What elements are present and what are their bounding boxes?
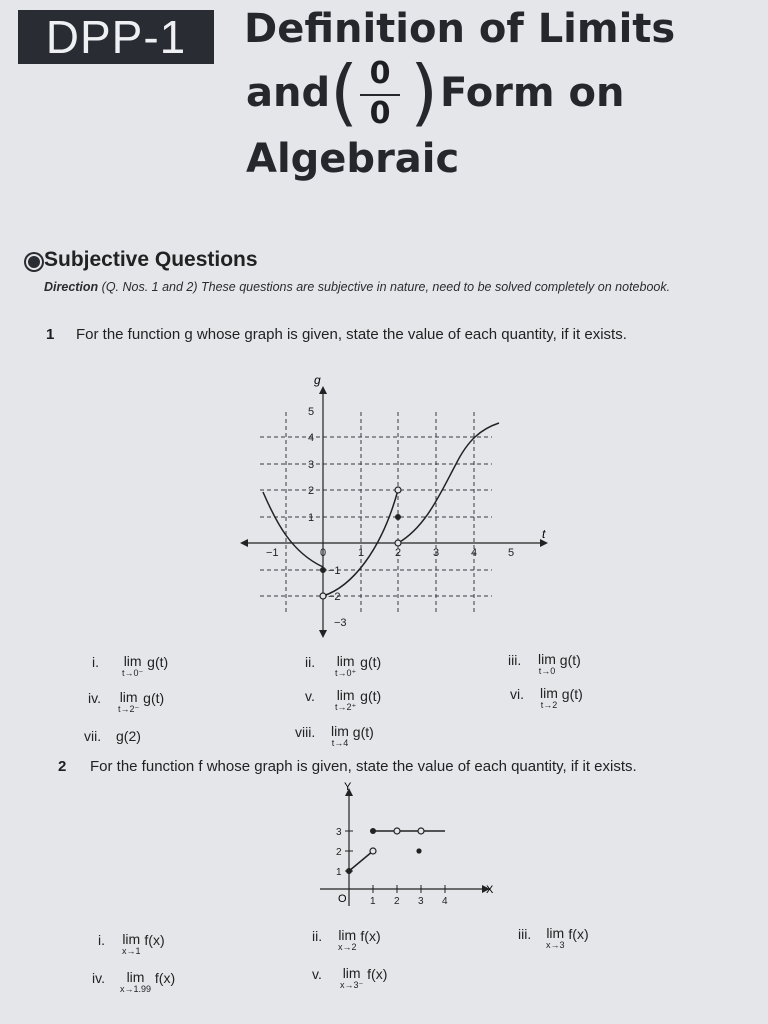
q1-x-axis-label: t xyxy=(542,527,546,541)
q2-origin-label: O xyxy=(338,893,347,905)
q1-text: For the function g whose graph is given, state the value of each quantity, if it exists. xyxy=(76,326,627,343)
q2-point-filled xyxy=(346,868,352,874)
q2-point-open xyxy=(418,828,424,834)
q2-y-tick: 2 xyxy=(336,847,342,858)
title-form-on: Form on xyxy=(440,70,625,116)
q2-item: v. lim x→3⁻ f(x) xyxy=(312,965,388,990)
q1-item: i. lim t→0⁻ g(t) xyxy=(92,653,169,678)
q2-item: ii. lim x→2 f(x) xyxy=(312,927,381,952)
q1-item: ii. lim t→0⁺ g(t) xyxy=(305,653,382,678)
q1-y-axis-label: g xyxy=(314,373,321,387)
q1-graph xyxy=(236,372,556,644)
q1-x-tick: 3 xyxy=(433,547,440,559)
section-title: Subjective Questions xyxy=(44,248,258,271)
q2-item: iv. lim x→1.99 f(x) xyxy=(92,969,176,994)
q2-x-tick: 3 xyxy=(418,896,424,907)
section-bullet-icon xyxy=(26,254,42,270)
q1-y-arrow-down-icon xyxy=(319,630,327,638)
direction-body: (Q. Nos. 1 and 2) These questions are subjective in nature, need to be solved completely on notebook. xyxy=(101,280,671,294)
q1-y-tick: 3 xyxy=(308,459,315,471)
title-line-3: Algebraic xyxy=(246,136,460,182)
q1-item: vii. g(2) xyxy=(84,728,141,744)
q2-x-tick: 2 xyxy=(394,896,400,907)
q1-y-tick: 4 xyxy=(308,432,315,444)
q1-grid xyxy=(260,412,492,612)
q1-x-tick: 2 xyxy=(395,547,402,559)
q2-y-tick: 1 xyxy=(336,867,342,878)
q1-point-filled xyxy=(395,514,401,520)
q1-y-tick: 5 xyxy=(308,406,315,418)
q1-item: iv. lim t→2⁻ g(t) xyxy=(88,689,165,714)
q2-graph xyxy=(314,780,504,910)
q2-number: 2 xyxy=(58,758,67,775)
q1-item: viii. lim t→4 g(t) xyxy=(295,723,374,748)
q1-y-tick: 2 xyxy=(308,485,315,497)
q1-x-tick: 5 xyxy=(508,547,515,559)
q2-y-tick: 3 xyxy=(336,827,342,838)
dpp-badge: DPP-1 xyxy=(18,10,214,64)
q2-item: iii. lim x→3 f(x) xyxy=(518,925,589,950)
q1-number: 1 xyxy=(46,326,55,343)
q2-text: For the function f whose graph is given, state the value of each quantity, if it exists. xyxy=(90,758,637,775)
q1-x-tick: −1 xyxy=(266,547,279,559)
right-paren: ) xyxy=(410,50,439,134)
q2-x-tick: 1 xyxy=(370,896,376,907)
fraction-numerator: 0 xyxy=(369,56,391,91)
q1-item: v. lim t→2⁺ g(t) xyxy=(305,687,382,712)
title-and: and xyxy=(246,70,331,116)
fraction-denominator: 0 xyxy=(369,96,391,131)
q1-y-tick: −3 xyxy=(334,617,347,629)
q2-point-filled xyxy=(416,848,421,853)
q2-point-open xyxy=(370,848,376,854)
zero-over-zero-fraction xyxy=(330,50,440,134)
q2-point-open xyxy=(394,828,400,834)
q1-x-tick: 4 xyxy=(471,547,478,559)
q2-segment-left xyxy=(349,851,373,871)
q1-y-tick: −1 xyxy=(328,565,341,577)
q1-y-tick: 1 xyxy=(308,512,315,524)
q1-curve-right xyxy=(398,423,499,543)
left-paren: ( xyxy=(330,50,359,134)
q1-y-arrow-icon xyxy=(319,386,327,394)
q1-point-open xyxy=(395,487,401,493)
q1-point-open xyxy=(395,540,401,546)
q1-point-filled xyxy=(320,567,326,573)
q1-x-tick: 1 xyxy=(358,547,365,559)
direction-label: Direction xyxy=(44,280,99,294)
q2-point-filled xyxy=(370,828,376,834)
q2-x-tick: 4 xyxy=(442,896,448,907)
q2-x-axis-label: X xyxy=(486,884,494,896)
direction-text xyxy=(44,280,754,295)
q1-x-tick: 0 xyxy=(320,547,327,559)
title-line-1: Definition of Limits xyxy=(244,6,676,52)
q1-point-open xyxy=(320,593,326,599)
q1-item: iii. lim t→0 g(t) xyxy=(508,651,581,676)
q1-item: vi. lim t→2 g(t) xyxy=(510,685,583,710)
q2-item: i. lim x→1 f(x) xyxy=(98,931,165,956)
q1-y-tick: −2 xyxy=(328,591,341,603)
q1-x-arrow-left-icon xyxy=(240,539,248,547)
q2-y-axis-label: Y xyxy=(344,781,352,793)
